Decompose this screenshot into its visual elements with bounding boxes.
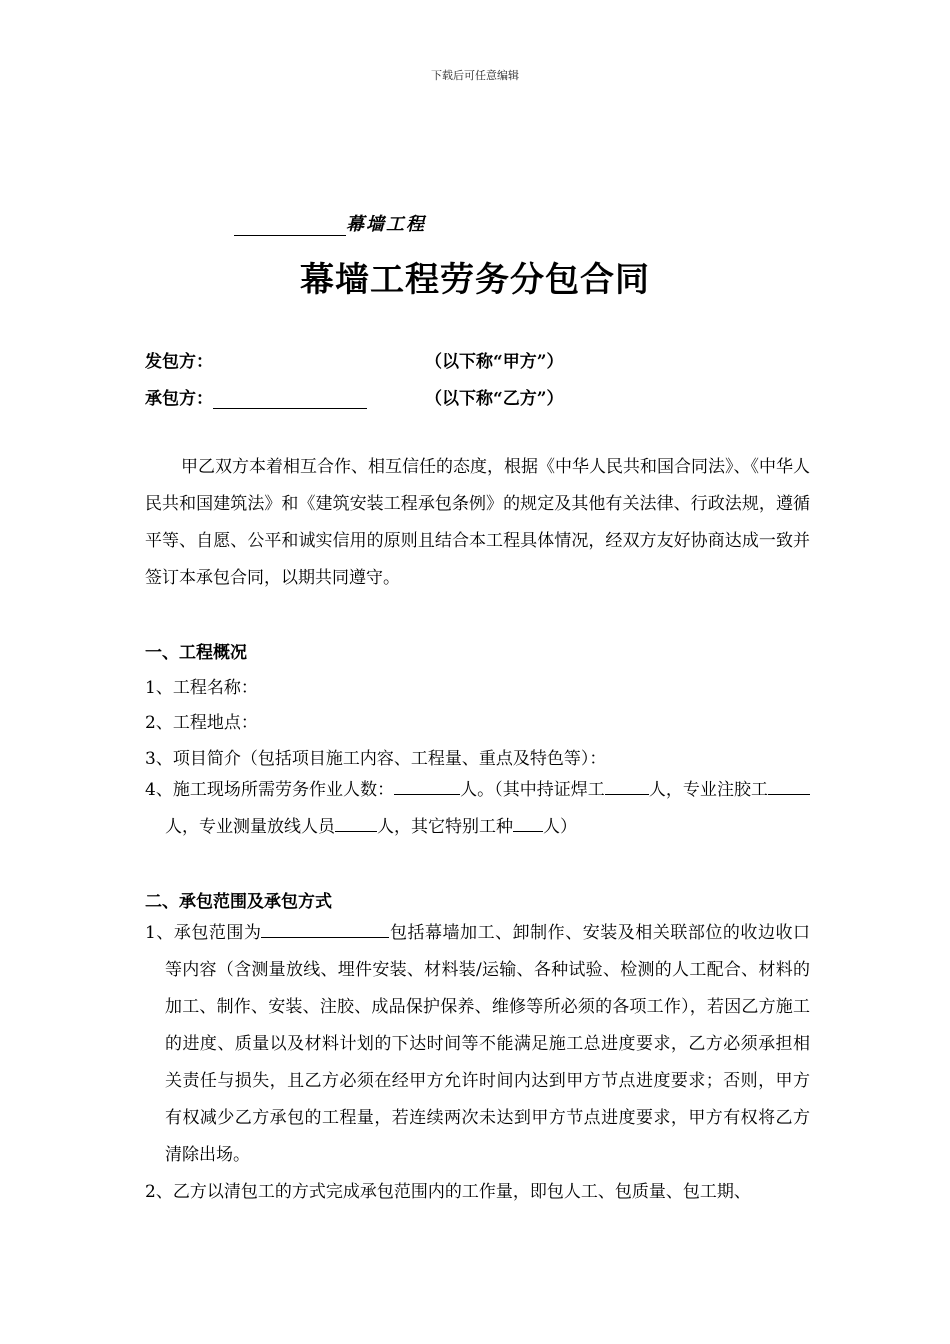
header-note: 下载后可任意编辑 — [431, 69, 519, 82]
preamble-paragraph: 甲乙双方本着相互合作、相互信任的态度，根据《中华人民共和国合同法》、《中华人民共和国建筑法》和《建筑安装工程承包条例》的规定及其他有关法律、行政法规，遵循平等、自愿、公平和诚实信用的原则且结合本工程具体情况，经双方友好协商达成一致并签订本承包合同，以期共同遵守。 — [145, 457, 810, 588]
section-1-item-2: 2、工程地点： — [145, 713, 258, 733]
contractor-line — [145, 383, 564, 409]
employer-label: 发包方： — [145, 352, 213, 372]
contract-title: 幕墙工程劳务分包合同 — [300, 260, 650, 300]
item-4-part-6: 人） — [543, 817, 577, 837]
item-4-part-2: 人。（其中持证焊工 — [460, 780, 605, 800]
section-2-item-1 — [145, 915, 810, 1174]
section-1-item-1: 1、工程名称： — [145, 678, 258, 698]
section-1-heading: 一、工程概况 — [145, 643, 247, 663]
welders-blank — [605, 779, 649, 795]
contractor-label: 承包方： — [145, 389, 213, 409]
contractor-blank — [213, 390, 367, 409]
subtitle-row — [234, 210, 426, 236]
section-2-heading: 二、承包范围及承包方式 — [145, 892, 332, 912]
sealant-workers-blank — [768, 779, 810, 795]
special-workers-blank — [513, 816, 543, 832]
item-4-part-3: 人，专业注胶工 — [648, 780, 769, 800]
item-4-part-5: 人，其它特别工种 — [377, 817, 513, 837]
section-1-item-4 — [145, 772, 810, 846]
scope-blank — [261, 922, 389, 938]
workers-total-blank — [394, 779, 460, 795]
item-4-part-1: 4、施工现场所需劳务作业人数： — [145, 780, 395, 800]
employer-note: （以下称“甲方”） — [425, 352, 564, 372]
item-4-part-4: 人，专业测量放线人员 — [165, 817, 335, 837]
subtitle: 幕墙工程 — [346, 214, 426, 235]
section-1-item-3: 3、项目简介（包括项目施工内容、工程量、重点及特色等）： — [145, 749, 607, 769]
contractor-note: （以下称“乙方”） — [425, 389, 564, 409]
project-name-blank — [234, 217, 346, 236]
employer-line — [145, 346, 564, 372]
section-2-item-2: 2、乙方以清包工的方式完成承包范围内的工作量，即包人工、包质量、包工期、 — [145, 1182, 751, 1202]
scope-part-2: 包括幕墙加工、卸制作、安装及相关联部位的收边收口等内容（含测量放线、埋件安装、材料装/运输、各种试验、检测的人工配合、材料的加工、制作、安装、注胶、成品保护保养、维修等所必须的各项工作），若因乙方施工的进度、质量以及材料计划的下达时间等不能满足施工总进度要求，乙方必须承担相关责任与损失，且乙方必须在经甲方允许时间内达到甲方节点进度要求；否则，甲方有权减少乙方承包的工程量，若连续两次未达到甲方节点进度要求，甲方有权将乙方清除出场。 — [165, 923, 810, 1165]
scope-part-1: 1、承包范围为 — [145, 923, 262, 943]
surveyors-blank — [335, 816, 377, 832]
